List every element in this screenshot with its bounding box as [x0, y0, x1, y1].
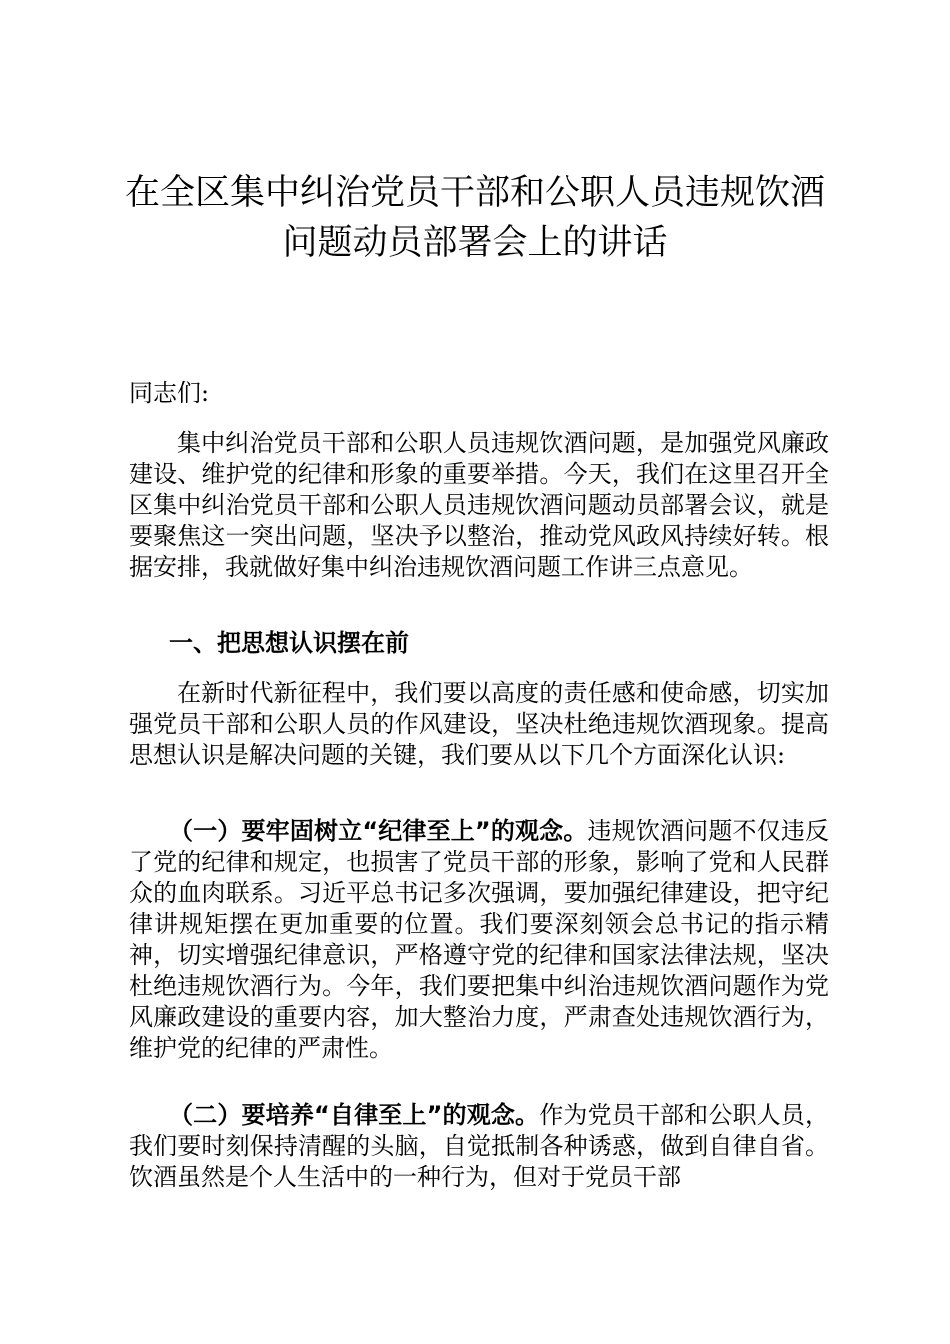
- subsection-2-text: 作为党员干部和公职人员，我们要时刻保持清醒的头脑，自觉抵制各种诱惑，做到自律自省。饮酒虽然是个人生活中的一种行为，但对于党员干部: [129, 1101, 830, 1191]
- subsection-1-paragraph: [129, 816, 829, 1064]
- subsection-2-paragraph: [129, 1100, 829, 1193]
- greeting: 同志们:: [129, 379, 210, 407]
- subsection-1-text: 违规饮酒问题不仅违反了党的纪律和规定，也损害了党员干部的形象，影响了党和人民群众的血肉联系。习近平总书记多次强调，要加强纪律建设，把守纪律讲规矩摆在更加重要的位置。我们要深刻领会总书记的指示精神，切实增强纪律意识，严格遵守党的纪律和国家法律法规，坚决杜绝违规饮酒行为。今年，我们要把集中纠治违规饮酒问题作为党风廉政建设的重要内容，加大整治力度，严肃查处违规饮酒行为，维护党的纪律的严肃性。: [129, 817, 829, 1062]
- subsection-2-lead: （二）要培养“自律至上”的观念。: [169, 1101, 540, 1129]
- subsection-1-lead: （一）要牢固树立“纪律至上”的观念。: [169, 817, 588, 845]
- document-title: [100, 168, 850, 268]
- title-line-1: 在全区集中纠治党员干部和公职人员违规饮酒: [124, 173, 825, 213]
- section-1-intro-paragraph: 在新时代新征程中，我们要以高度的责任感和使命感，切实加强党员干部和公职人员的作风建设，坚决杜绝违规饮酒现象。提高思想认识是解决问题的关键，我们要从以下几个方面深化认识:: [129, 679, 829, 769]
- title-line-2: 问题动员部署会上的讲话: [282, 223, 668, 263]
- section-heading-1: 一、把思想认识摆在前: [169, 629, 409, 657]
- intro-paragraph: 集中纠治党员干部和公职人员违规饮酒问题，是加强党风廉政建设、维护党的纪律和形象的重要举措。今天，我们在这里召开全区集中纠治党员干部和公职人员违规饮酒问题动员部署会议，就是要聚焦这一突出问题，坚决予以整治，推动党风政风持续好转。根据安排，我就做好集中纠治违规饮酒问题工作讲三点意见。: [129, 429, 829, 581]
